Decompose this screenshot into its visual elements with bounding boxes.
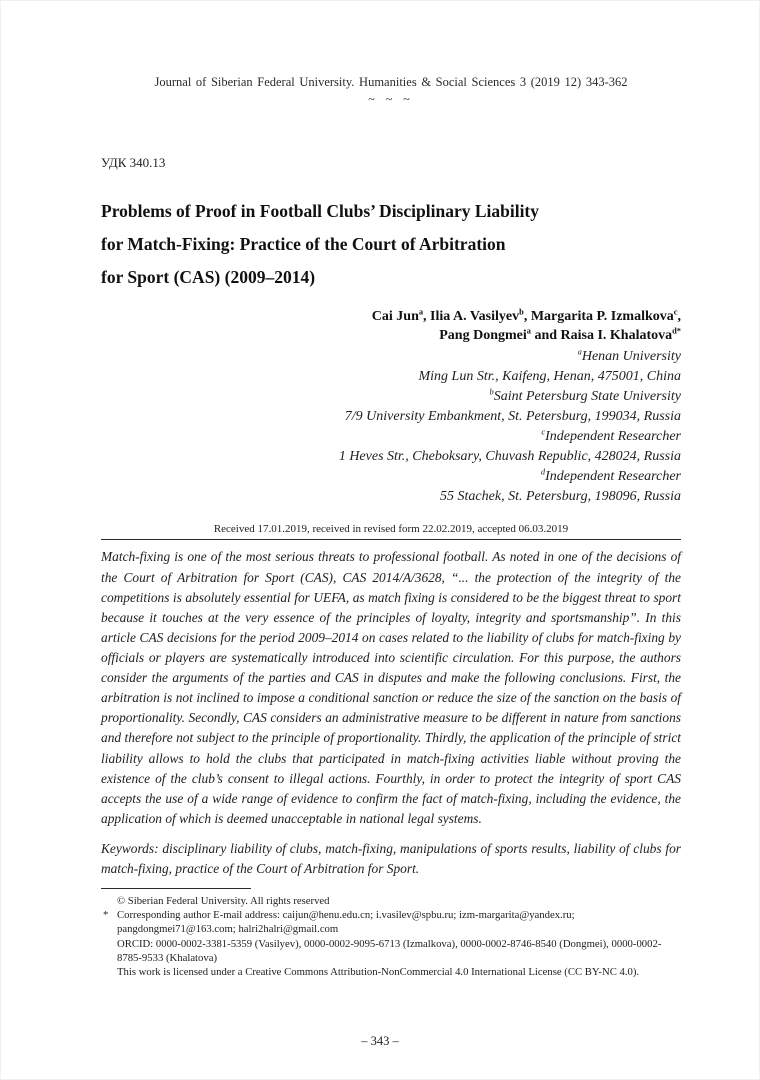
affiliation-line	[101, 427, 681, 447]
footnote-text: This work is licensed under a Creative Commons Attribution-NonCommercial 4.0 International License (CC BY-NC 4.0).	[117, 965, 640, 978]
footnote-orcid	[117, 937, 681, 965]
footnote-marker: *	[103, 909, 109, 922]
footnote-text: ORCID: 0000-0002-3381-5359 (Vasilyev), 0000-0002-9095-6713 (Izmalkova), 0000-0002-8746-8540 (Dongmei), 0000-0002-8785-9533 (Khalatova)	[117, 937, 662, 964]
article-title-line-2: for Match-Fixing: Practice of the Court of Arbitration	[101, 233, 506, 254]
affiliation-line	[101, 367, 681, 387]
affiliation-text: Henan University	[581, 349, 681, 365]
footnotes-block	[101, 894, 681, 979]
affiliations-block	[101, 347, 681, 507]
page-number: – 343 –	[361, 1034, 399, 1048]
journal-header: Journal of Siberian Federal University. Humanities & Social Sciences 3 (2019 12) 343-362	[154, 75, 628, 89]
affiliation-text: Saint Petersburg State University	[493, 389, 681, 405]
footnote-license	[117, 965, 681, 979]
author-affiliation-mark: a	[418, 307, 424, 317]
author-name: , Margarita P. Izmalkova	[523, 308, 674, 324]
affiliation-mark: d	[540, 467, 546, 477]
affiliation-line	[101, 467, 681, 487]
affiliation-text: Independent Researcher	[545, 469, 681, 485]
affiliation-text: Independent Researcher	[545, 429, 681, 445]
author-affiliation-mark: b	[519, 307, 524, 317]
keywords-paragraph: Keywords: disciplinary liability of clubs, match-fixing, manipulations of sports results, liability of clubs for match-fixing, practice of the Court of Arbitration for Sport.	[101, 840, 681, 877]
footnote-text: © Siberian Federal University. All rights reserved	[117, 895, 330, 908]
affiliation-mark: c	[541, 427, 546, 437]
authors-line-1	[101, 307, 681, 326]
affiliation-mark: b	[489, 387, 494, 397]
received-dates-line: Received 17.01.2019, received in revised form 22.02.2019, accepted 06.03.2019	[213, 523, 569, 536]
affiliation-mark: a	[577, 347, 582, 357]
author-name: , Ilia A. Vasilyev	[423, 308, 520, 324]
affiliation-line	[101, 487, 681, 507]
footnote-separator-rule	[101, 888, 251, 889]
footnote-text: Corresponding author E-mail address: caijun@henu.edu.cn; i.vasilev@spbu.ru; izm-margarita@yandex.ru; pangdongmei71@163.com; halri2halri@gmail.com	[117, 909, 575, 936]
article-title-line-1: Problems of Proof in Football Clubs’ Disciplinary Liability	[101, 201, 540, 221]
affiliation-line	[101, 407, 681, 427]
author-affiliation-mark: d*	[672, 326, 681, 336]
author-name: and Raisa I. Khalatova	[530, 327, 673, 343]
author-separator: ,	[677, 308, 681, 324]
affiliation-text: 55 Stachek, St. Petersburg, 198096, Russia	[440, 489, 681, 505]
affiliation-text: Ming Lun Str., Kaifeng, Henan, 475001, China	[418, 369, 681, 385]
affiliation-line	[101, 347, 681, 367]
abstract-paragraph: Match-fixing is one of the most serious threats to professional football. As noted in one of the decisions of the Court of Arbitration for Sport (CAS), CAS 2014/A/3628, “... the protection of the integrity of the competitions is absolutely essential for UEFA, as match fixing is considered to be the biggest threat to sport because it touches at the very essence of the principles of loyalty, integrity and sportsmanship”. In this article CAS decisions for the period 2009–2014 on cases related to the liability of clubs for match-fixing by officials or players are systematically introduced into scientific circulation. For this purpose, the authors consider the arguments of the parties and CAS in disputes and make the following conclusions. First, the arbitration is not inclined to impose a conditional sanction or reduce the size of the sanction on the basis of proportionality. Secondly, CAS considers an administrative measure to be different in nature from sanctions and therefore not subject to the principle of proportionality. Thirdly, the application of the principle of strict liability allows to hold the clubs that participated in match-fixing activities liable without proving the existence of the club’s consent to illegal actions. Fourthly, in order to protect the integrity of sport CAS accepts the use of a wide range of evidence to confirm the fact of match-fixing, including the evidence, the application of which is deemed unacceptable in national legal systems.	[101, 549, 681, 826]
footnote-copyright	[117, 894, 681, 908]
footnote-corresponding-author	[103, 908, 681, 936]
affiliation-line	[101, 447, 681, 467]
author-affiliation-mark: a	[526, 326, 531, 336]
article-title	[101, 195, 681, 294]
authors-block	[101, 307, 681, 346]
affiliation-text: 7/9 University Embankment, St. Petersburg, 199034, Russia	[344, 409, 681, 425]
header-ornament: ~ ~ ~	[368, 92, 414, 106]
author-affiliation-mark: c	[673, 307, 678, 317]
affiliation-text: 1 Heves Str., Cheboksary, Chuvash Republic, 428024, Russia	[338, 449, 681, 465]
udc-code: УДК 340.13	[101, 155, 166, 170]
abstract-separator-rule	[101, 539, 681, 540]
affiliation-line	[101, 387, 681, 407]
article-title-line-3: for Sport (CAS) (2009–2014)	[101, 266, 316, 287]
authors-line-2	[101, 326, 681, 345]
author-name: Cai Jun	[371, 308, 419, 324]
author-name: Pang Dongmei	[439, 327, 527, 343]
